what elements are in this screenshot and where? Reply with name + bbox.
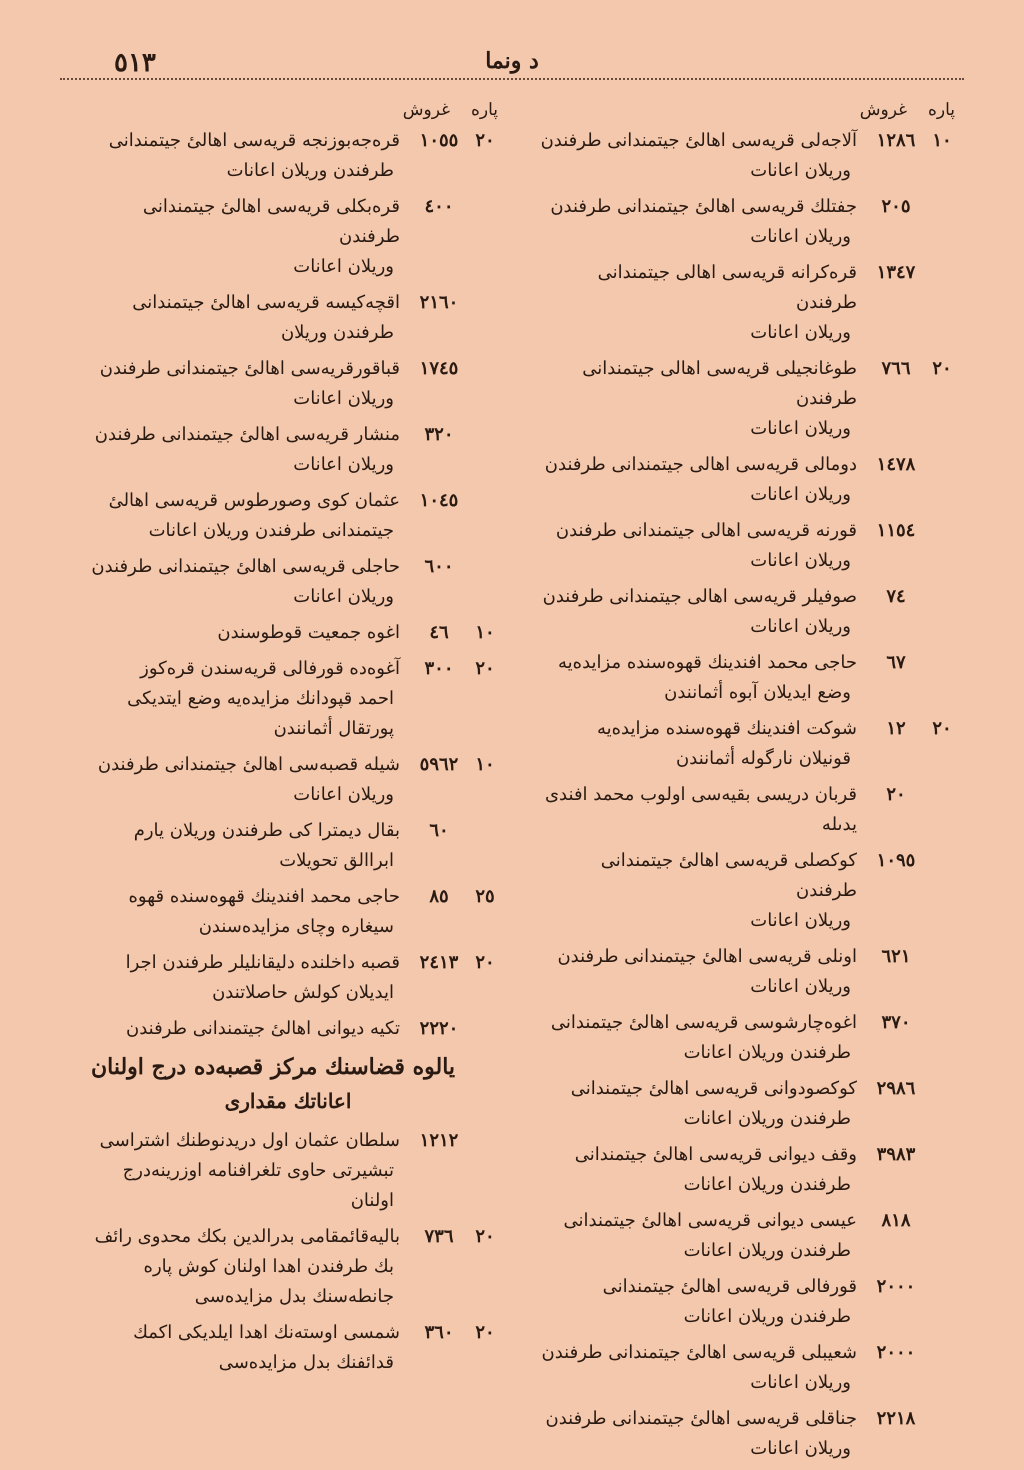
entry-continuation: وريلان اعانات [750, 1372, 851, 1393]
entry-description: قباقورقريەسى اهالىٔ جيتمندانى طرفندن [99, 358, 400, 379]
kurus-amount: ٢٠٠٠ [876, 1276, 916, 1297]
kurus-amount: ٧٤ [886, 586, 906, 607]
entry-description: شيلە قصبەسى اهالىٔ جيتمندانى طرفندن [97, 754, 400, 775]
para-amount [929, 780, 955, 840]
ledger-entry [78, 1126, 498, 1216]
entry-continuation: ايديلان كولش حاصلاتندن [212, 982, 394, 1003]
entry-description: صوفيلر قريەسى اهالى جيتمندانى طرفندن [542, 586, 857, 607]
para-amount: ٢٠ [932, 718, 952, 739]
entry-description: كوكصلى قريەسى اهالىٔ جيتمندانى طرفندن [600, 850, 857, 901]
ledger-entry [535, 714, 955, 774]
para-amount [472, 486, 498, 516]
kurus-amount: ٢٠٠٠ [876, 1342, 916, 1363]
ledger-entry [535, 1404, 955, 1464]
kurus-heading: غروش [402, 100, 450, 120]
kurus-amount: ١١٥٤ [876, 520, 916, 541]
para-amount [929, 648, 955, 678]
para-amount [472, 1126, 498, 1156]
ledger-entry [535, 1338, 955, 1398]
entry-continuation: طرفندن وريلان اعانات [683, 1042, 851, 1063]
section-subtitle: اعاناتك مقدارى [224, 1089, 352, 1113]
kurus-amount: ٥٩٦٢ [419, 754, 459, 775]
entry-description: منشار قريەسى اهالىٔ جيتمندانى طرفندن [94, 424, 400, 445]
kurus-amount: ٢٤١٣ [419, 952, 459, 973]
entry-description: قرەكرانە قريەسى اهالى جيتمندانى طرفندن [597, 262, 857, 313]
ledger-entry [78, 618, 498, 648]
kurus-amount: ٦٢١ [881, 946, 911, 967]
entry-continuation: ابراالق تحويلات [279, 850, 394, 871]
left-column [78, 100, 498, 1384]
kurus-amount: ٢٢٢٠ [419, 1018, 459, 1039]
kurus-amount: ١٢ [886, 718, 906, 739]
column-header [535, 100, 955, 126]
ledger-entry [78, 882, 498, 942]
entry-description: قصبە داخلندە دليقانليلر طرفندن اجرا [125, 952, 400, 973]
kurus-amount: ٨٥ [429, 886, 449, 907]
entry-description: وقف ديوانى قريەسى اهالىٔ جيتمندانى [574, 1144, 857, 1165]
para-amount: ٢٠ [475, 130, 495, 151]
para-amount [929, 1404, 955, 1434]
kurus-amount: ١٧٤٥ [419, 358, 459, 379]
entry-description: عيسى ديوانى قريەسى اهالىٔ جيتمندانى [563, 1210, 857, 1231]
entry-continuation: جيتمندانى طرفندن وريلان اعانات [148, 520, 394, 541]
right-column [535, 100, 955, 1470]
ledger-entry [535, 192, 955, 252]
para-amount [929, 1140, 955, 1170]
ledger-entry [78, 1222, 498, 1312]
entry-continuation: وريلان اعانات [750, 322, 851, 343]
entry-continuation: وريلان اعانات [750, 976, 851, 997]
ledger-entry [78, 654, 498, 744]
entry-continuation: وريلان اعانات [293, 454, 394, 475]
para-amount: ١٠ [932, 130, 952, 151]
ledger-entry [535, 942, 955, 1002]
ledger-entry [78, 486, 498, 546]
entry-continuation: وضع ايديلان آبوە أثمانندن [664, 682, 851, 703]
para-amount: ١٠ [475, 622, 495, 643]
kurus-amount: ١٠٩٥ [876, 850, 916, 871]
para-amount: ٢٠ [932, 358, 952, 379]
entry-continuation: وريلان اعانات [750, 484, 851, 505]
kurus-amount: ٢٩٨٦ [876, 1078, 916, 1099]
entry-continuation: وريلان اعانات [293, 388, 394, 409]
kurus-amount: ٢٢١٨ [876, 1408, 916, 1429]
entry-description: آلاجەلى قريەسى اهالىٔ جيتمندانى طرفندن [540, 130, 857, 151]
para-amount [929, 1008, 955, 1038]
entry-continuation: وريلان اعانات [293, 784, 394, 805]
entry-continuation: وريلان اعانات [293, 256, 394, 277]
entry-description: دومالى قريەسى اهالى جيتمندانى طرفندن [544, 454, 857, 475]
ledger-entry [535, 648, 955, 708]
kurus-amount: ٤٠٠ [424, 196, 454, 217]
para-amount [929, 1206, 955, 1236]
entry-continuation: وريلان اعانات [750, 910, 851, 931]
para-amount [929, 1272, 955, 1302]
para-amount [472, 288, 498, 318]
entry-description: آغوەدە قورفالى قريەسندن قرەكوز [140, 658, 400, 679]
entry-continuation: وريلان اعانات [293, 586, 394, 607]
entry-continuation: اولنان [350, 1190, 394, 1211]
ledger-entry [535, 354, 955, 444]
entry-description: شوكت افندينك قهوەسندە مزايدەيە [596, 718, 857, 739]
para-amount [929, 1338, 955, 1368]
ledger-entry [78, 420, 498, 480]
kurus-amount: ٦٠ [429, 820, 449, 841]
entry-continuation: طرفندن وريلان اعانات [683, 1108, 851, 1129]
kurus-amount: ٣٦٠ [424, 1322, 454, 1343]
ledger-entry [535, 582, 955, 642]
kurus-amount: ٢٠ [886, 784, 906, 805]
ledger-entry [535, 258, 955, 348]
entry-description: حاجى محمد افندينك قهوەسندە قهوە [128, 886, 400, 907]
entry-continuation: تبشيرتى حاوى تلغرافنامە اوزرينەدرج [122, 1160, 394, 1181]
para-heading: پاره [927, 100, 955, 120]
para-amount [929, 192, 955, 222]
para-amount [472, 552, 498, 582]
ledger-entry [535, 1008, 955, 1068]
entry-description: باليەقائمقامى بدرالدين بكك محدوى رائف [94, 1226, 400, 1247]
para-amount [472, 1014, 498, 1044]
column-header [78, 100, 498, 126]
kurus-amount: ١٠٥٥ [419, 130, 459, 151]
para-amount [929, 582, 955, 612]
para-amount: ١٠ [475, 754, 495, 775]
kurus-heading: غروش [859, 100, 907, 120]
para-amount: ٢٥ [475, 886, 495, 907]
ledger-entry [535, 1206, 955, 1266]
ledger-entry [78, 354, 498, 414]
para-amount [472, 354, 498, 384]
entry-description: اونلى قريەسى اهالىٔ جيتمندانى طرفندن [557, 946, 857, 967]
kurus-amount: ٢١٦٠ [419, 292, 459, 313]
entry-continuation: قونيلان نارگولە أثمانندن [676, 748, 851, 769]
para-amount [929, 450, 955, 480]
entry-continuation: وريلان اعانات [750, 160, 851, 181]
para-amount [929, 1074, 955, 1104]
kurus-amount: ٦٠٠ [424, 556, 454, 577]
entry-description: عثمان كوى وصورطوس قريەسى اهالىٔ [108, 490, 400, 511]
kurus-amount: ١٤٧٨ [876, 454, 916, 475]
entry-description: اغوەچارشوسى قريەسى اهالىٔ جيتمندانى [550, 1012, 857, 1033]
ledger-entry [535, 1074, 955, 1134]
entry-description: جناقلى قريەسى اهالىٔ جيتمندانى طرفندن [545, 1408, 857, 1429]
ledger-entry [535, 516, 955, 576]
para-amount [472, 192, 498, 252]
entry-continuation: وريلان اعانات [750, 418, 851, 439]
ledger-entry [535, 846, 955, 936]
para-amount [472, 816, 498, 846]
para-amount: ٢٠ [475, 1226, 495, 1247]
ledger-entry [535, 126, 955, 186]
section-title: يالوە قضاسنك مركز قصبەدە درج اولنان [90, 1054, 456, 1080]
entry-continuation: قدائفنك بدل مزايدەسى [218, 1352, 394, 1373]
entry-description: حاجى محمد افندينك قهوەسندە مزايدەيە [558, 652, 857, 673]
kurus-amount: ٧٣٦ [424, 1226, 454, 1247]
kurus-amount: ١٢٨٦ [876, 130, 916, 151]
entry-continuation: وريلان اعانات [750, 226, 851, 247]
entry-description: قورنە قريەسى اهالى جيتمندانى طرفندن [555, 520, 857, 541]
para-amount [929, 258, 955, 318]
entry-continuation: طرفندن وريلان اعانات [683, 1174, 851, 1195]
entry-description: شمسى اوستەنك اهدا ايلديكى اكمك [133, 1322, 400, 1343]
ledger-entry [535, 780, 955, 840]
entry-description: شعيبلى قريەسى اهالىٔ جيتمندانى طرفندن [541, 1342, 857, 1363]
entry-description: كوكصودوانى قريەسى اهالىٔ جيتمندانى [570, 1078, 857, 1099]
kurus-amount: ٢٠٥ [881, 196, 911, 217]
ledger-entry [78, 750, 498, 810]
ledger-entry [535, 450, 955, 510]
entry-continuation: سيغارە وچاى مزايدەسندن [198, 916, 394, 937]
kurus-amount: ٧٦٦ [881, 358, 911, 379]
ledger-entry [78, 288, 498, 348]
entry-description: قورفالى قريەسى اهالىٔ جيتمندانى [602, 1276, 857, 1297]
ledger-entry [78, 1318, 498, 1378]
ledger-entry [535, 1272, 955, 1332]
entry-description: قربان دريسى بقيەسى اولوب محمد افندى يدىلە [544, 784, 857, 835]
para-amount: ٢٠ [475, 1322, 495, 1343]
kurus-amount: ١٠٤٥ [419, 490, 459, 511]
entry-continuation: طرفندن وريلان اعانات [683, 1306, 851, 1327]
page-number: ٥١٣ [114, 48, 156, 78]
entry-continuation: طرفندن وريلان اعانات [683, 1240, 851, 1261]
ledger-entry [535, 1140, 955, 1200]
entry-description: سلطان عثمان اول دريدنوطنك اشتراسى [99, 1130, 400, 1151]
para-amount [472, 420, 498, 450]
ledger-entry [78, 816, 498, 876]
header-rule [60, 78, 964, 86]
kurus-amount: ٦٧ [886, 652, 906, 673]
para-heading: پاره [470, 100, 498, 120]
entry-description: قرەبكلى قريەسى اهالىٔ جيتمندانى طرفندن [142, 196, 400, 247]
ledger-entry [78, 126, 498, 186]
entry-continuation: وريلان اعانات [750, 550, 851, 571]
entry-continuation: وريلان اعانات [750, 1438, 851, 1459]
entry-continuation: طرفندن وريلان اعانات [226, 160, 394, 181]
kurus-amount: ٣٩٨٣ [876, 1144, 916, 1165]
entry-continuation: بك طرفندن اهدا اولنان كوش پارە [143, 1256, 394, 1277]
kurus-amount: ٨١٨ [881, 1210, 911, 1231]
entry-continuation: پورتقال أثمانندن [273, 718, 394, 739]
kurus-amount: ٣٠٠ [424, 658, 454, 679]
ledger-entry [78, 1014, 498, 1044]
entry-continuation: جانطەسنك بدل مزايدەسى [194, 1286, 394, 1307]
entry-description: بقال ديمترا كى طرفندن وريلان يارم [133, 820, 400, 841]
entry-description: جفتلك قريەسى اهالىٔ جيتمندانى طرفندن [550, 196, 857, 217]
kurus-amount: ١٢١٢ [419, 1130, 459, 1151]
entry-continuation: طرفندن وريلان [280, 322, 394, 343]
ledger-entry [78, 948, 498, 1008]
entry-description: حاجلى قريەسى اهالىٔ جيتمندانى طرفندن [91, 556, 400, 577]
entry-continuation: وريلان اعانات [750, 616, 851, 637]
ledger-entry [78, 552, 498, 612]
para-amount: ٢٠ [475, 658, 495, 679]
para-amount [929, 846, 955, 906]
running-title: د ونما [485, 48, 539, 74]
entry-description: قرەجەبوزنجە قريەسى اهالىٔ جيتمندانى [108, 130, 400, 151]
entry-continuation: احمد قپودانك مزايدەيە وضع ايتديكى [127, 688, 394, 709]
kurus-amount: ٣٧٠ [881, 1012, 911, 1033]
kurus-amount: ٤٦ [429, 622, 449, 643]
entry-description: تكيە ديوانى اهالىٔ جيتمندانى طرفندن [126, 1018, 400, 1039]
ledger-entry [78, 192, 498, 282]
para-amount [929, 516, 955, 546]
entry-description: اغوە جمعيت قوطوسندن [217, 622, 400, 643]
para-amount [929, 942, 955, 972]
kurus-amount: ١٣٤٧ [876, 262, 916, 283]
entry-description: اقچەكيسە قريەسى اهالىٔ جيتمندانى [132, 292, 400, 313]
kurus-amount: ٣٢٠ [424, 424, 454, 445]
para-amount: ٢٠ [475, 952, 495, 973]
entry-description: طوغانجيلى قريەسى اهالى جيتمندانى طرفندن [582, 358, 857, 409]
page-header [70, 42, 954, 82]
